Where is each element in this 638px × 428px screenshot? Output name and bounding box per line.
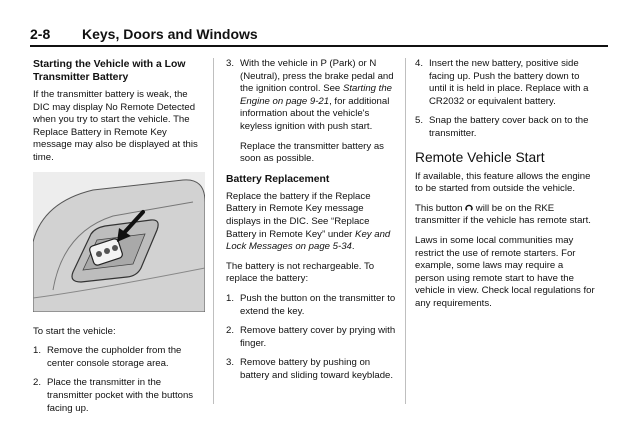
paragraph-remote-start-button — [415, 203, 595, 228]
list-item-number: 2. — [33, 377, 42, 389]
list-item — [33, 377, 205, 415]
page-title: Keys, Doors and Windows — [82, 26, 258, 42]
column-divider — [405, 58, 406, 404]
paragraph-remote-start-intro: If available, this feature allows the engine to be started from outside the vehicle. — [415, 170, 591, 195]
list-item-number: 5. — [415, 115, 424, 127]
cross-reference-link[interactable]: Starting the Engine on page 9-21 — [240, 83, 393, 107]
paragraph-local-laws: Laws in some local communities may restrict the use of remote starters. For example, some laws may require a person using remote start to have the vehicle in view. Check local regulations for any requirements. — [415, 234, 595, 309]
list-item — [226, 58, 396, 134]
paragraph-text-b: . — [351, 241, 355, 253]
list-item-number: 2. — [226, 325, 235, 337]
paragraph-start-lead: To start the vehicle: — [33, 325, 116, 337]
list-item-number: 4. — [415, 58, 424, 69]
list-item — [226, 357, 396, 382]
paragraph-text-a: This button — [415, 202, 466, 214]
list-item-text: Place the transmitter in the transmitter pocket with the buttons facing up. — [47, 377, 194, 414]
paragraph-replacement-intro — [226, 191, 396, 254]
list-item — [226, 325, 396, 350]
list-item — [226, 293, 396, 318]
list-item-text: Remove battery cover by prying with finger. — [240, 325, 396, 349]
list-item-text-a: With the vehicle in P (Park) or N (Neutral), press the brake pedal and the ignition control. See — [240, 58, 394, 95]
list-item-text: Insert the new battery, positive side facing up. Push the battery down to until it is held in place. Replace with a CR2032 or equivalent battery. — [429, 58, 589, 107]
column-1 — [33, 58, 205, 422]
list-item — [33, 345, 205, 370]
start-steps-continued — [226, 58, 396, 134]
list-item-number: 1. — [33, 345, 42, 357]
list-item-text: Snap the battery cover back on to the transmitter. — [429, 115, 589, 139]
list-item-text: Remove the cupholder from the center console storage area. — [47, 345, 182, 369]
paragraph-text-a: Replace the battery if the Replace Battery in Remote Key message displays in the DIC. See “Replace Battery in Remote Key” under — [226, 190, 371, 240]
remote-start-icon — [465, 203, 473, 212]
start-steps-list — [33, 345, 205, 415]
list-item-number: 3. — [226, 357, 235, 369]
column-divider — [213, 58, 214, 404]
replacement-steps-continued — [415, 58, 595, 141]
replacement-steps-list — [226, 293, 396, 383]
list-item — [415, 115, 595, 140]
section-heading-low-battery: Starting the Vehicle with a Low Transmitter Battery — [33, 59, 186, 83]
paragraph-not-rechargeable: The battery is not rechargeable. To replace the battery: — [226, 260, 375, 285]
list-item-text: Push the button on the transmitter to extend the key. — [240, 292, 396, 317]
cross-reference-link[interactable]: Key and Lock Messages on page 5-34 — [226, 228, 391, 253]
column-3 — [415, 58, 595, 318]
header-rule — [30, 45, 608, 47]
paragraph-replace-soon: Replace the transmitter battery as soon as possible. — [240, 140, 384, 165]
list-item-number: 1. — [226, 292, 235, 304]
list-item-text: Remove battery by pushing on battery and sliding toward keyblade. — [240, 357, 394, 381]
paragraph-text-b: will be on the RKE transmitter if the vehicle has remote start. — [415, 202, 591, 227]
cupholder-transmitter-pocket-illustration — [33, 172, 205, 312]
list-item-text-b: , for additional information about the vehicle's keyless ignition with push start. — [240, 95, 390, 132]
list-item — [415, 58, 595, 108]
paragraph-low-battery-intro: If the transmitter battery is weak, the DIC may display No Remote Detected when you try to start the vehicle. The Replace Battery in Remote Key message may also be displayed at this time. — [33, 89, 198, 163]
page-header — [30, 26, 608, 44]
column-2 — [226, 58, 396, 389]
section-heading-remote-start: Remote Vehicle Start — [415, 149, 545, 165]
section-heading-battery-replacement: Battery Replacement — [226, 173, 330, 185]
list-item-number: 3. — [226, 58, 235, 69]
page-number: 2-8 — [30, 26, 51, 42]
